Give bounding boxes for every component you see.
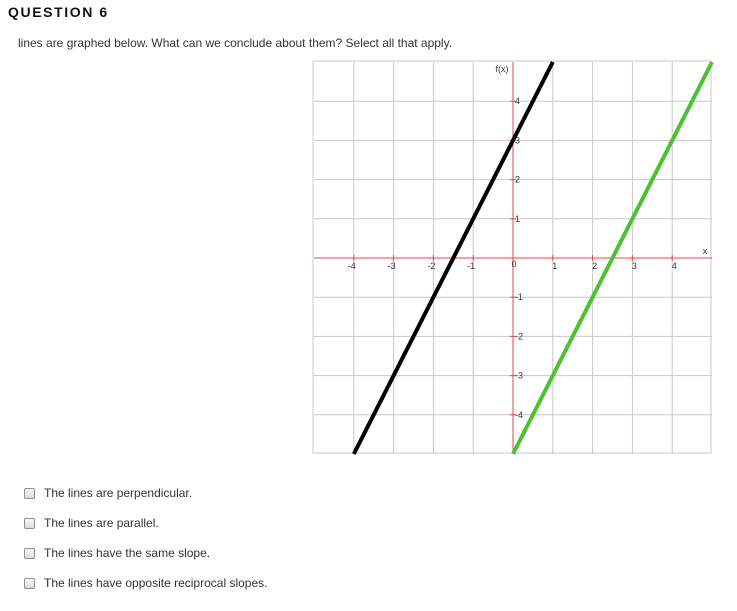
answer-option-perpendicular[interactable] [24, 485, 267, 515]
x-tick-label: 2 [592, 261, 598, 271]
x-tick-label: -3 [387, 261, 396, 271]
checkbox[interactable] [24, 518, 35, 529]
checkbox[interactable] [24, 488, 35, 499]
checkbox[interactable] [24, 548, 35, 559]
y-axis-label: f(x) [495, 64, 509, 74]
question-prompt: lines are graphed below. What can we conclude about them? Select all that apply. [18, 36, 453, 50]
answer-option-label: The lines are perpendicular. [44, 486, 193, 500]
answer-option-label: The lines have opposite reciprocal slopes. [44, 576, 268, 590]
y-tick-label: 3 [515, 135, 521, 146]
coordinate-graph [312, 60, 714, 456]
question-title: QUESTION 6 [8, 4, 109, 20]
answer-option-same-slope[interactable] [24, 545, 267, 575]
y-tick-label: 2 [515, 174, 521, 185]
answer-option-parallel[interactable] [24, 515, 267, 545]
checkbox[interactable] [24, 578, 35, 589]
y-tick-label: -3 [515, 370, 524, 381]
y-tick-label: 1 [515, 213, 521, 224]
y-tick-label: -1 [515, 292, 524, 303]
y-tick-label: 4 [515, 96, 521, 107]
answer-option-label: The lines have the same slope. [44, 546, 211, 560]
x-axis-label: x [702, 246, 708, 256]
origin-label: 0 [511, 259, 517, 269]
answer-option-opposite-reciprocal-slopes[interactable] [24, 575, 267, 605]
x-tick-label: -1 [467, 261, 476, 271]
answer-options [24, 485, 267, 605]
y-tick-label: -4 [515, 409, 524, 420]
y-tick-label: -2 [515, 331, 524, 342]
x-tick-label: -2 [427, 261, 436, 271]
answer-option-label: The lines are parallel. [44, 516, 159, 530]
x-tick-label: -4 [347, 261, 356, 271]
x-tick-label: 3 [631, 261, 637, 271]
graph-svg [312, 60, 714, 456]
x-tick-label: 4 [671, 261, 677, 271]
x-tick-label: 1 [552, 261, 558, 271]
graph-frame [313, 61, 711, 453]
